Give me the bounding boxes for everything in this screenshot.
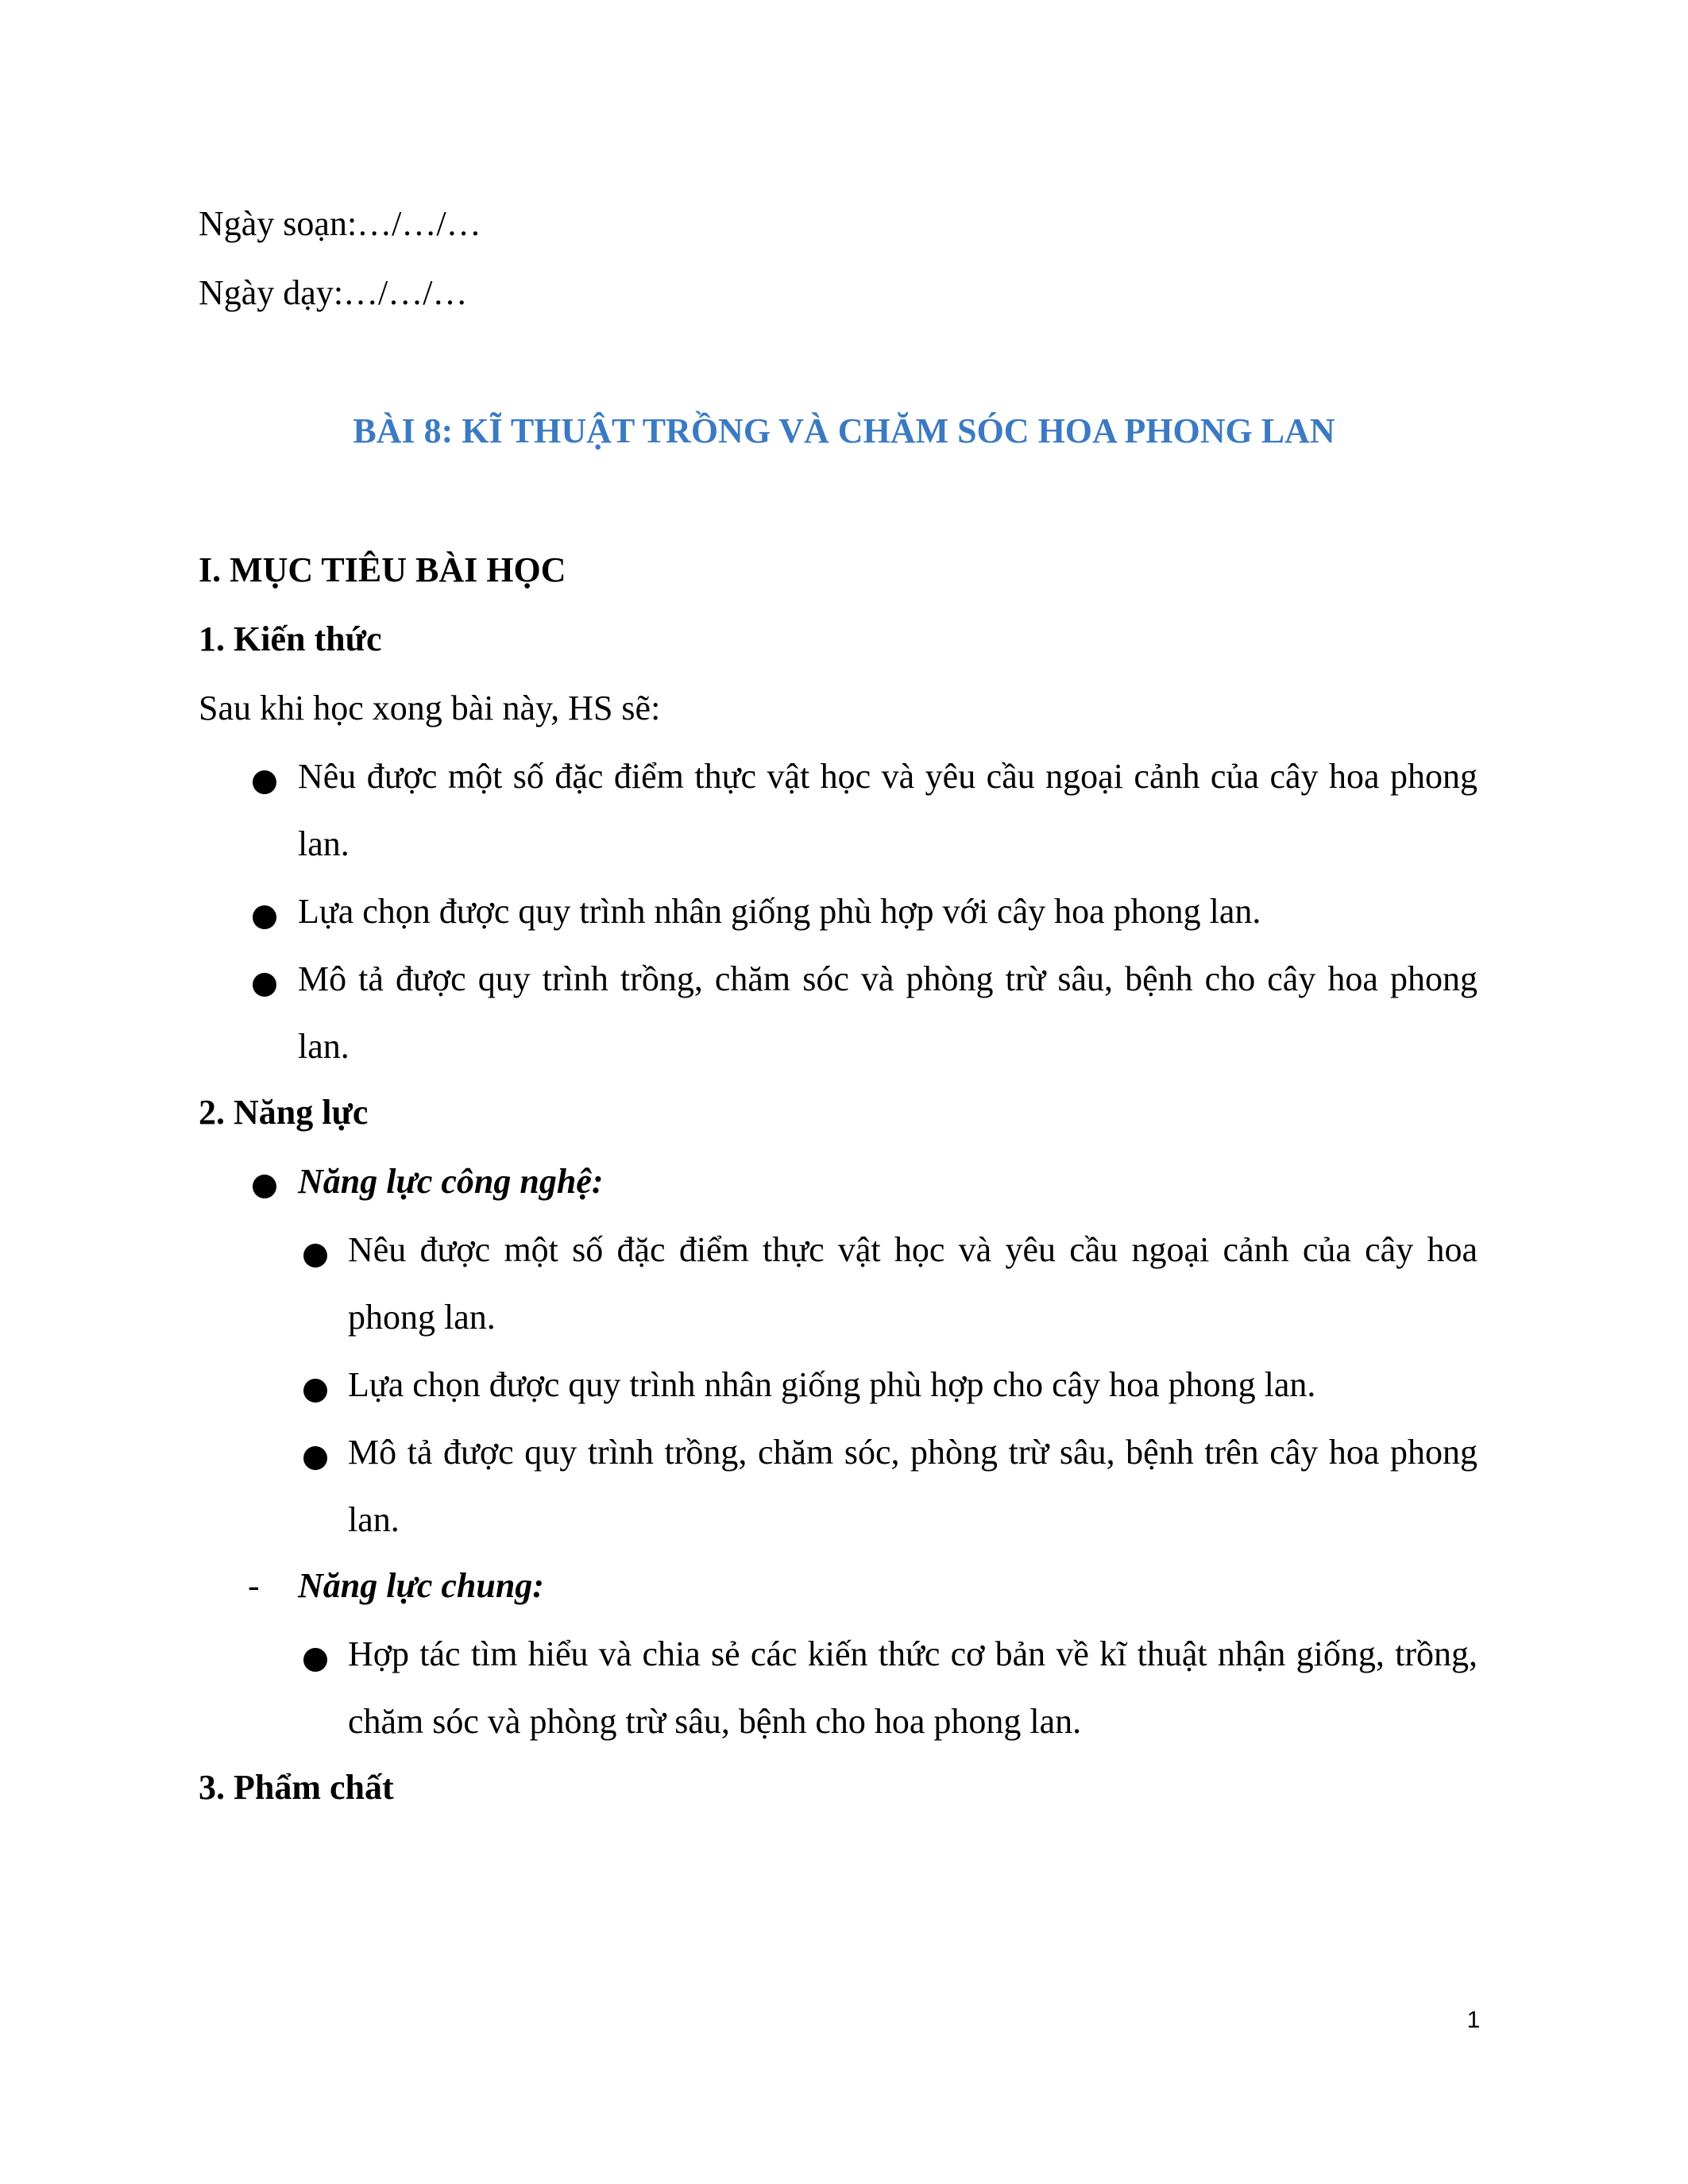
bullet-icon (253, 905, 276, 929)
bullet-icon (253, 973, 276, 997)
bullet-icon (303, 1446, 327, 1470)
date-taught: Ngày dạy:…/…/… (199, 273, 468, 312)
dash-marker: - (248, 1566, 260, 1605)
tech-competence-label: Năng lực công nghệ: (298, 1162, 604, 1201)
list-item-text: Hợp tác tìm hiểu và chia sẻ các kiến thức cơ bản về kĩ thuật nhận giống, trồng, chăm sóc và phòng trừ sâu, bệnh cho hoa phong lan. (348, 1634, 1477, 1741)
knowledge-intro: Sau khi học xong bài này, HS sẽ: (199, 689, 661, 727)
list-item-text: Lựa chọn được quy trình nhân giống phù hợp với cây hoa phong lan. (298, 892, 1261, 931)
bullet-icon (303, 1244, 327, 1268)
page-number: 1 (1466, 2007, 1481, 2033)
section-heading-objectives: I. MỤC TIÊU BÀI HỌC (199, 550, 566, 589)
subheading-competence: 2. Năng lực (199, 1093, 369, 1132)
bullet-icon (253, 770, 276, 794)
lesson-title: BÀI 8: KĨ THUẬT TRỒNG VÀ CHĂM SÓC HOA PHONG LAN (353, 411, 1335, 450)
bullet-icon (303, 1648, 327, 1672)
list-item-text: Mô tả được quy trình trồng, chăm sóc, phòng trừ sâu, bệnh trên cây hoa phong lan. (348, 1433, 1477, 1539)
list-item-text: Nêu được một số đặc điểm thực vật học và yêu cầu ngoại cảnh của cây hoa phong lan. (348, 1230, 1477, 1337)
list-item-text: Lựa chọn được quy trình nhân giống phù hợp cho cây hoa phong lan. (348, 1365, 1316, 1404)
list-item-text: Mô tả được quy trình trồng, chăm sóc và phòng trừ sâu, bệnh cho cây hoa phong lan. (298, 959, 1477, 1066)
date-prepared: Ngày soạn:…/…/… (199, 204, 481, 243)
bullet-icon (303, 1379, 327, 1403)
general-competence-label: Năng lực chung: (298, 1566, 544, 1605)
list-item-text: Nêu được một số đặc điểm thực vật học và yêu cầu ngoại cảnh của cây hoa phong lan. (298, 757, 1477, 863)
subheading-knowledge: 1. Kiến thức (199, 619, 382, 658)
subheading-qualities: 3. Phẩm chất (199, 1768, 394, 1807)
bullet-icon (253, 1175, 276, 1198)
